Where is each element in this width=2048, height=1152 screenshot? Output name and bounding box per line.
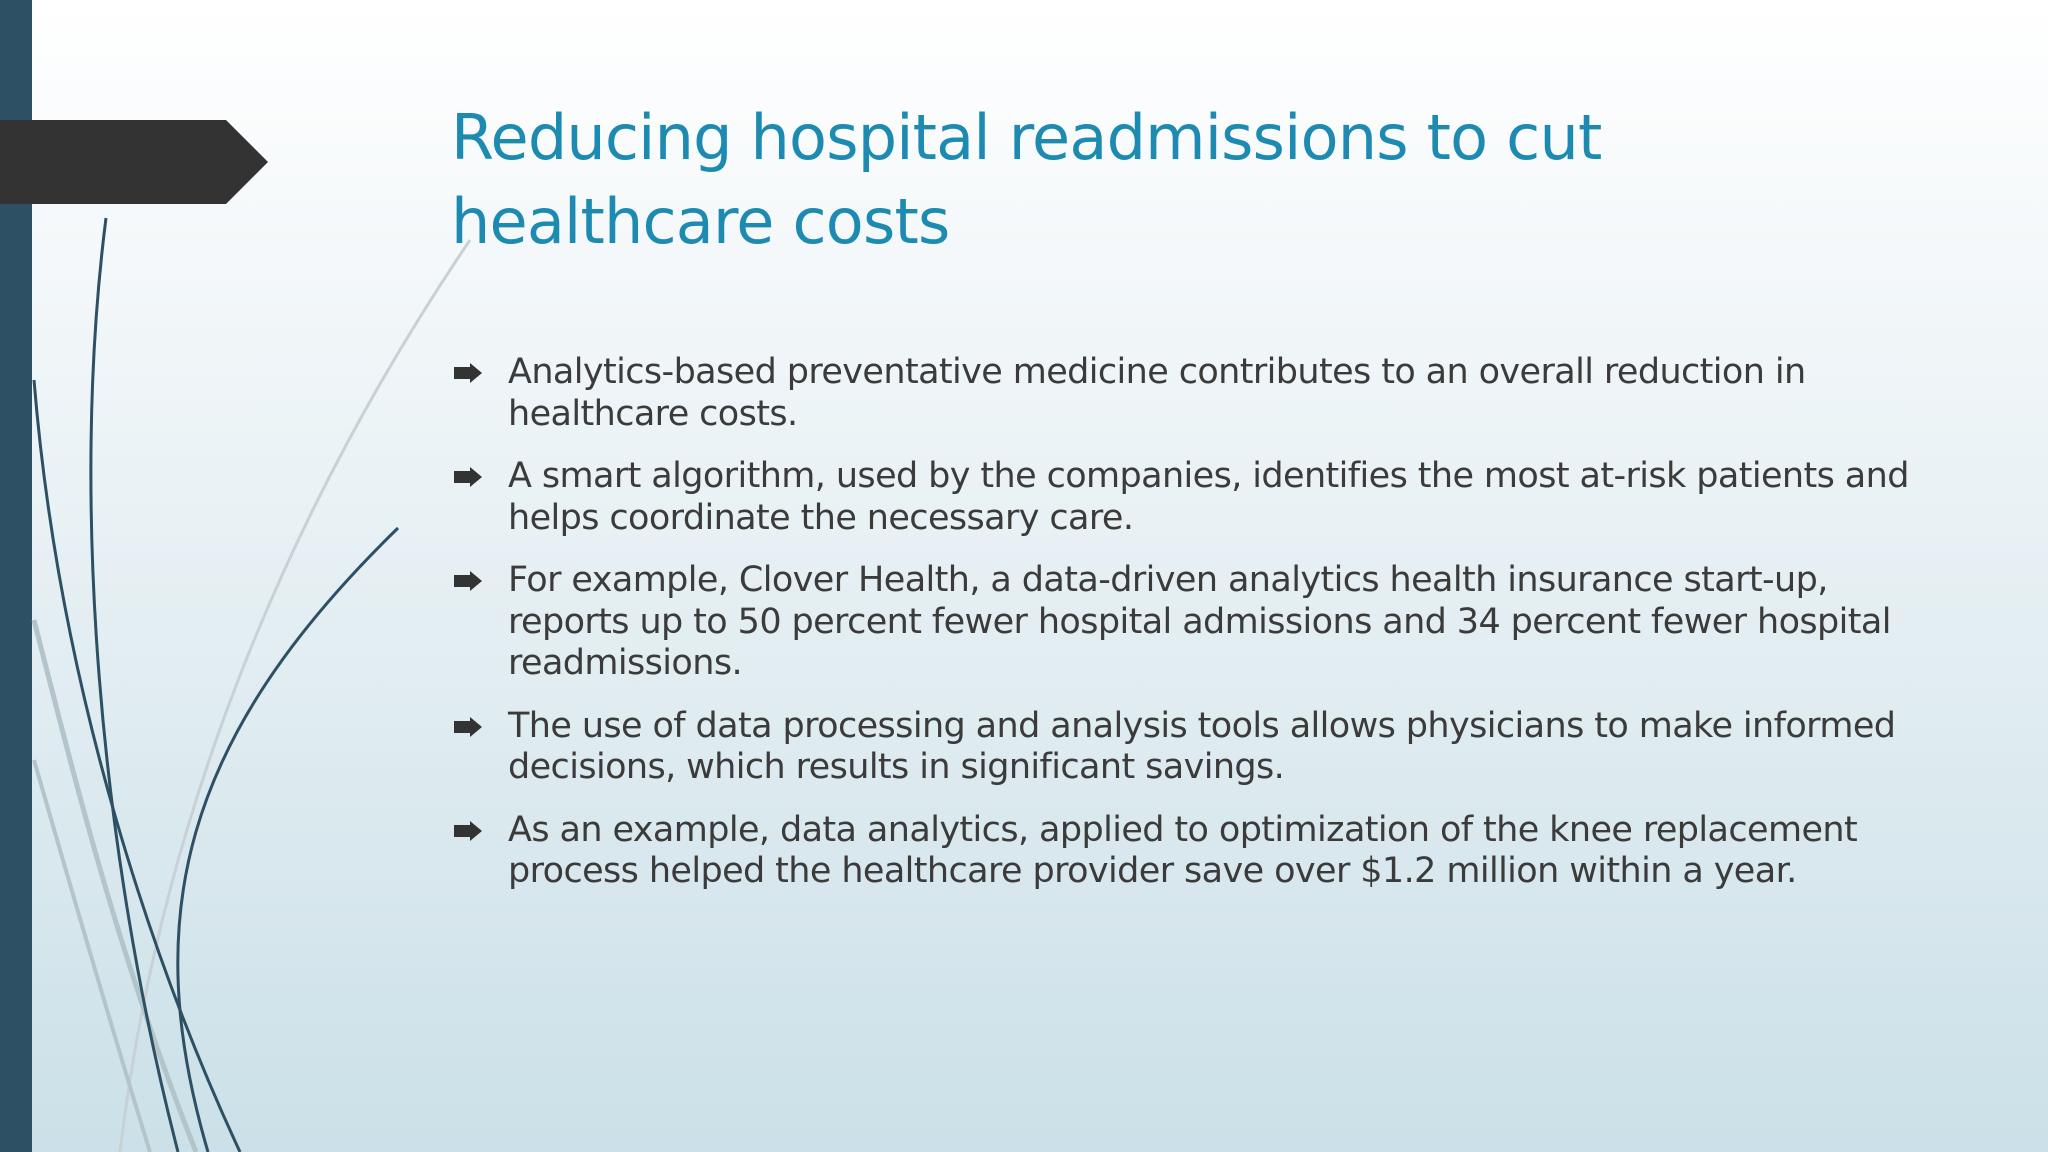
right-arrow-bullet-icon — [453, 717, 483, 737]
right-arrow-bullet-icon — [453, 821, 483, 841]
right-arrow-bullet-icon — [453, 363, 483, 383]
bullet-item — [451, 706, 1921, 789]
right-arrow-bullet-icon — [453, 467, 483, 487]
right-arrow-bullet-icon — [453, 571, 483, 591]
bullet-text: For example, Clover Health, a data-driven analytics health insurance start-up, reports up to 50 percent fewer hospital admissions and 34 percent fewer hospital readmissions. — [508, 560, 1891, 683]
bullet-text: The use of data processing and analysis tools allows physicians to make informed decisions, which results in significant savings. — [508, 705, 1896, 787]
bullet-item — [451, 352, 1921, 435]
bullet-item — [451, 456, 1921, 539]
bullet-item — [451, 560, 1921, 685]
bullet-item — [451, 810, 1921, 893]
bullet-list — [451, 352, 1921, 914]
slide-title: Reducing hospital readmissions to cut healthcare costs — [451, 101, 1602, 258]
bullet-text: As an example, data analytics, applied to optimization of the knee replacement process helped the healthcare provider save over $1.2 million within a year. — [508, 809, 1858, 891]
bullet-text: Analytics-based preventative medicine contributes to an overall reduction in healthcare costs. — [508, 352, 1806, 434]
bullet-text: A smart algorithm, used by the companies, identifies the most at-risk patients and helps coordinate the necessary care. — [508, 456, 1909, 538]
